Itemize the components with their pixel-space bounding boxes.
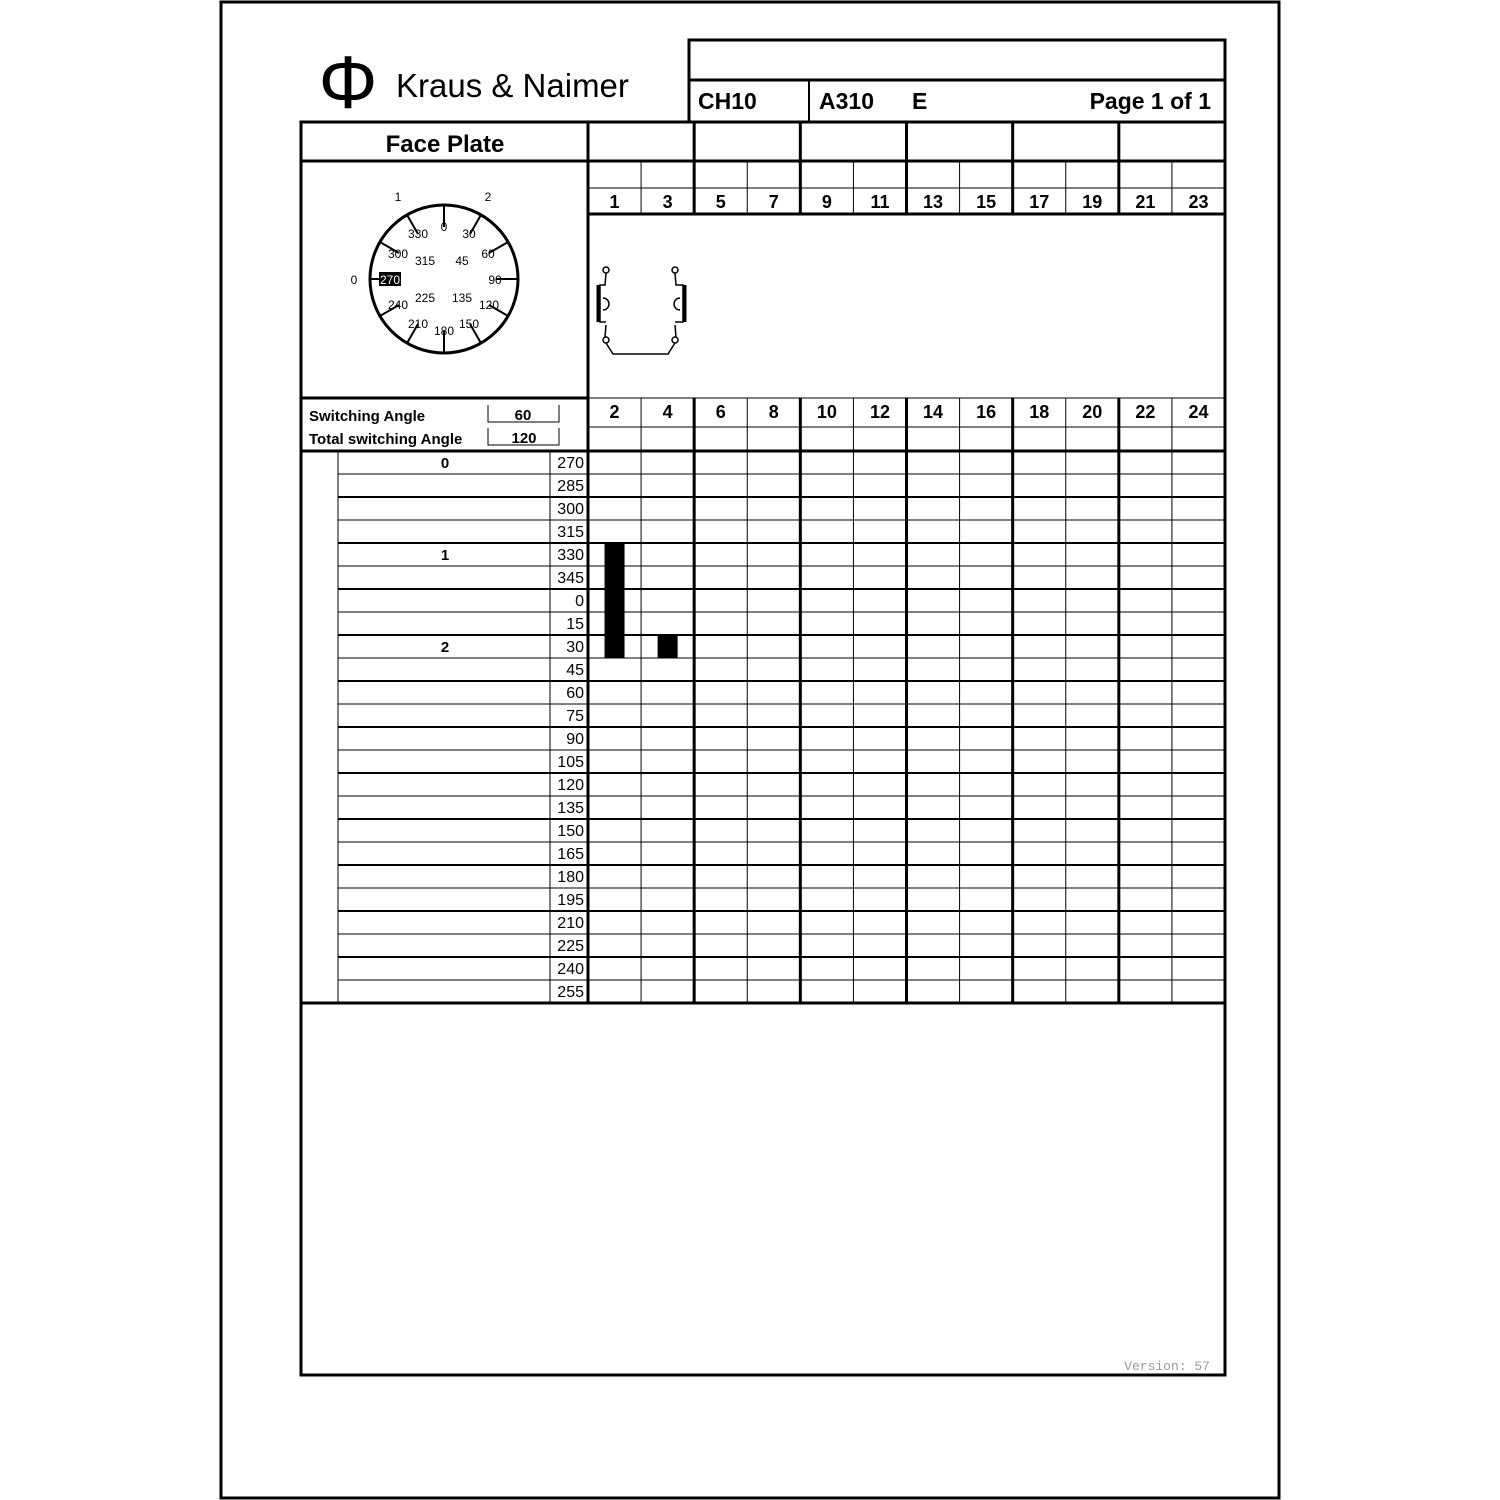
face-plate-dial	[351, 190, 518, 353]
terminal-bottom-label: 24	[1188, 402, 1209, 422]
chart-row-angle: 330	[557, 547, 584, 564]
terminal-bottom-label: 6	[715, 402, 726, 422]
dial-angle-300: 300	[387, 247, 409, 261]
terminal-top-label: 7	[768, 192, 779, 212]
chart-row-position: 0	[440, 455, 450, 472]
total-switching-angle-value: 120	[511, 430, 537, 447]
chart-row-angle: 165	[557, 846, 584, 863]
contact-schematic	[598, 267, 685, 354]
switching-chart	[301, 451, 1225, 1003]
terminal-grid	[301, 122, 1225, 1003]
terminal-top-label: 9	[821, 192, 832, 212]
chart-row-angle: 60	[566, 685, 584, 702]
chart-row-angle: 45	[566, 662, 584, 679]
chart-row-angle: 105	[557, 754, 584, 771]
version-label: Version: 57	[1124, 1359, 1210, 1374]
terminal-bottom-label: 18	[1029, 402, 1050, 422]
dial-angle-45: 45	[455, 254, 469, 268]
terminal-bottom-label: 4	[662, 402, 673, 422]
dial-angle-120: 120	[478, 298, 500, 312]
terminal-top-label: 3	[662, 192, 673, 212]
dial-position-2: 2	[484, 190, 492, 204]
terminal-bottom-label: 20	[1082, 402, 1103, 422]
page-label: Page 1 of 1	[1089, 88, 1211, 114]
terminal-top-label: 15	[976, 192, 997, 212]
face-plate-title: Face Plate	[385, 131, 505, 158]
dial-angle-330: 330	[407, 227, 429, 241]
switching-angle-block	[309, 405, 559, 448]
chart-row-position: 2	[440, 639, 450, 656]
terminal-top-label: 23	[1188, 192, 1209, 212]
brand-logo	[318, 41, 628, 124]
terminal-top-label: 11	[870, 192, 890, 212]
chart-row-angle: 345	[557, 570, 584, 587]
chart-row-angle: 195	[557, 892, 584, 909]
dial-angle-60: 60	[481, 247, 495, 261]
terminal-bottom-label: 16	[976, 402, 997, 422]
chart-row-angle: 210	[557, 915, 584, 932]
chart-row-angle: 225	[557, 938, 584, 955]
dial-angle-225: 225	[414, 291, 436, 305]
dial-position-0: 0	[350, 273, 358, 287]
terminal-bottom-label: 14	[923, 402, 944, 422]
terminal-bottom-label: 2	[609, 402, 620, 422]
terminal-bottom-label: 8	[768, 402, 779, 422]
chart-row-angle: 0	[575, 593, 584, 610]
dial-angle-30: 30	[462, 227, 476, 241]
terminal-top-label: 5	[715, 192, 726, 212]
brand-glyph: Φ	[318, 41, 378, 124]
title-block	[689, 40, 1225, 122]
contact-closure-bar	[605, 543, 625, 658]
chart-row-angle: 285	[557, 478, 584, 495]
chart-row-angle: 315	[557, 524, 584, 541]
dial-angle-315: 315	[414, 254, 436, 268]
dial-angle-210: 210	[407, 317, 429, 331]
dial-angle-150: 150	[458, 317, 480, 331]
total-switching-angle-label: Total switching Angle	[309, 431, 463, 448]
dial-position-1: 1	[394, 190, 402, 204]
terminal-top-label: 1	[609, 192, 620, 212]
chart-row-angle: 180	[557, 869, 584, 886]
terminal-bottom-label: 22	[1135, 402, 1156, 422]
chart-row-angle: 15	[566, 616, 584, 633]
chart-row-angle: 255	[557, 984, 584, 1001]
terminal-bottom-label: 10	[816, 402, 837, 422]
variant-code: E	[912, 88, 928, 114]
chart-row-angle: 240	[557, 961, 584, 978]
chart-row-angle: 135	[557, 800, 584, 817]
terminal-top-label: 17	[1029, 192, 1050, 212]
chart-row-angle: 270	[557, 455, 584, 472]
chart-row-position: 1	[440, 547, 450, 564]
chart-row-angle: 30	[566, 639, 584, 656]
main-frame	[301, 122, 1225, 1375]
contact-closure-bar	[658, 635, 678, 658]
dial-angle-240: 240	[387, 298, 409, 312]
dial-angle-0: 0	[440, 220, 448, 234]
brand-name: Kraus & Naimer	[396, 67, 629, 104]
terminal-top-label: 19	[1082, 192, 1103, 212]
dial-angle-135: 135	[451, 291, 473, 305]
terminal-top-label: 21	[1135, 192, 1156, 212]
dial-angle-90: 90	[488, 273, 502, 287]
switching-angle-value: 60	[514, 407, 532, 424]
chart-row-angle: 90	[566, 731, 584, 748]
type-code: CH10	[698, 88, 757, 114]
chart-row-angle: 75	[566, 708, 584, 725]
chart-row-angle: 120	[557, 777, 584, 794]
terminal-top-label: 13	[923, 192, 944, 212]
terminal-bottom-label: 12	[869, 402, 890, 422]
article-code: A310	[819, 88, 874, 114]
dial-angle-180: 180	[433, 324, 455, 338]
chart-row-angle: 300	[557, 501, 584, 518]
chart-row-angle: 150	[557, 823, 584, 840]
switching-angle-label: Switching Angle	[309, 408, 426, 425]
dial-angle-270: 270	[379, 273, 401, 287]
